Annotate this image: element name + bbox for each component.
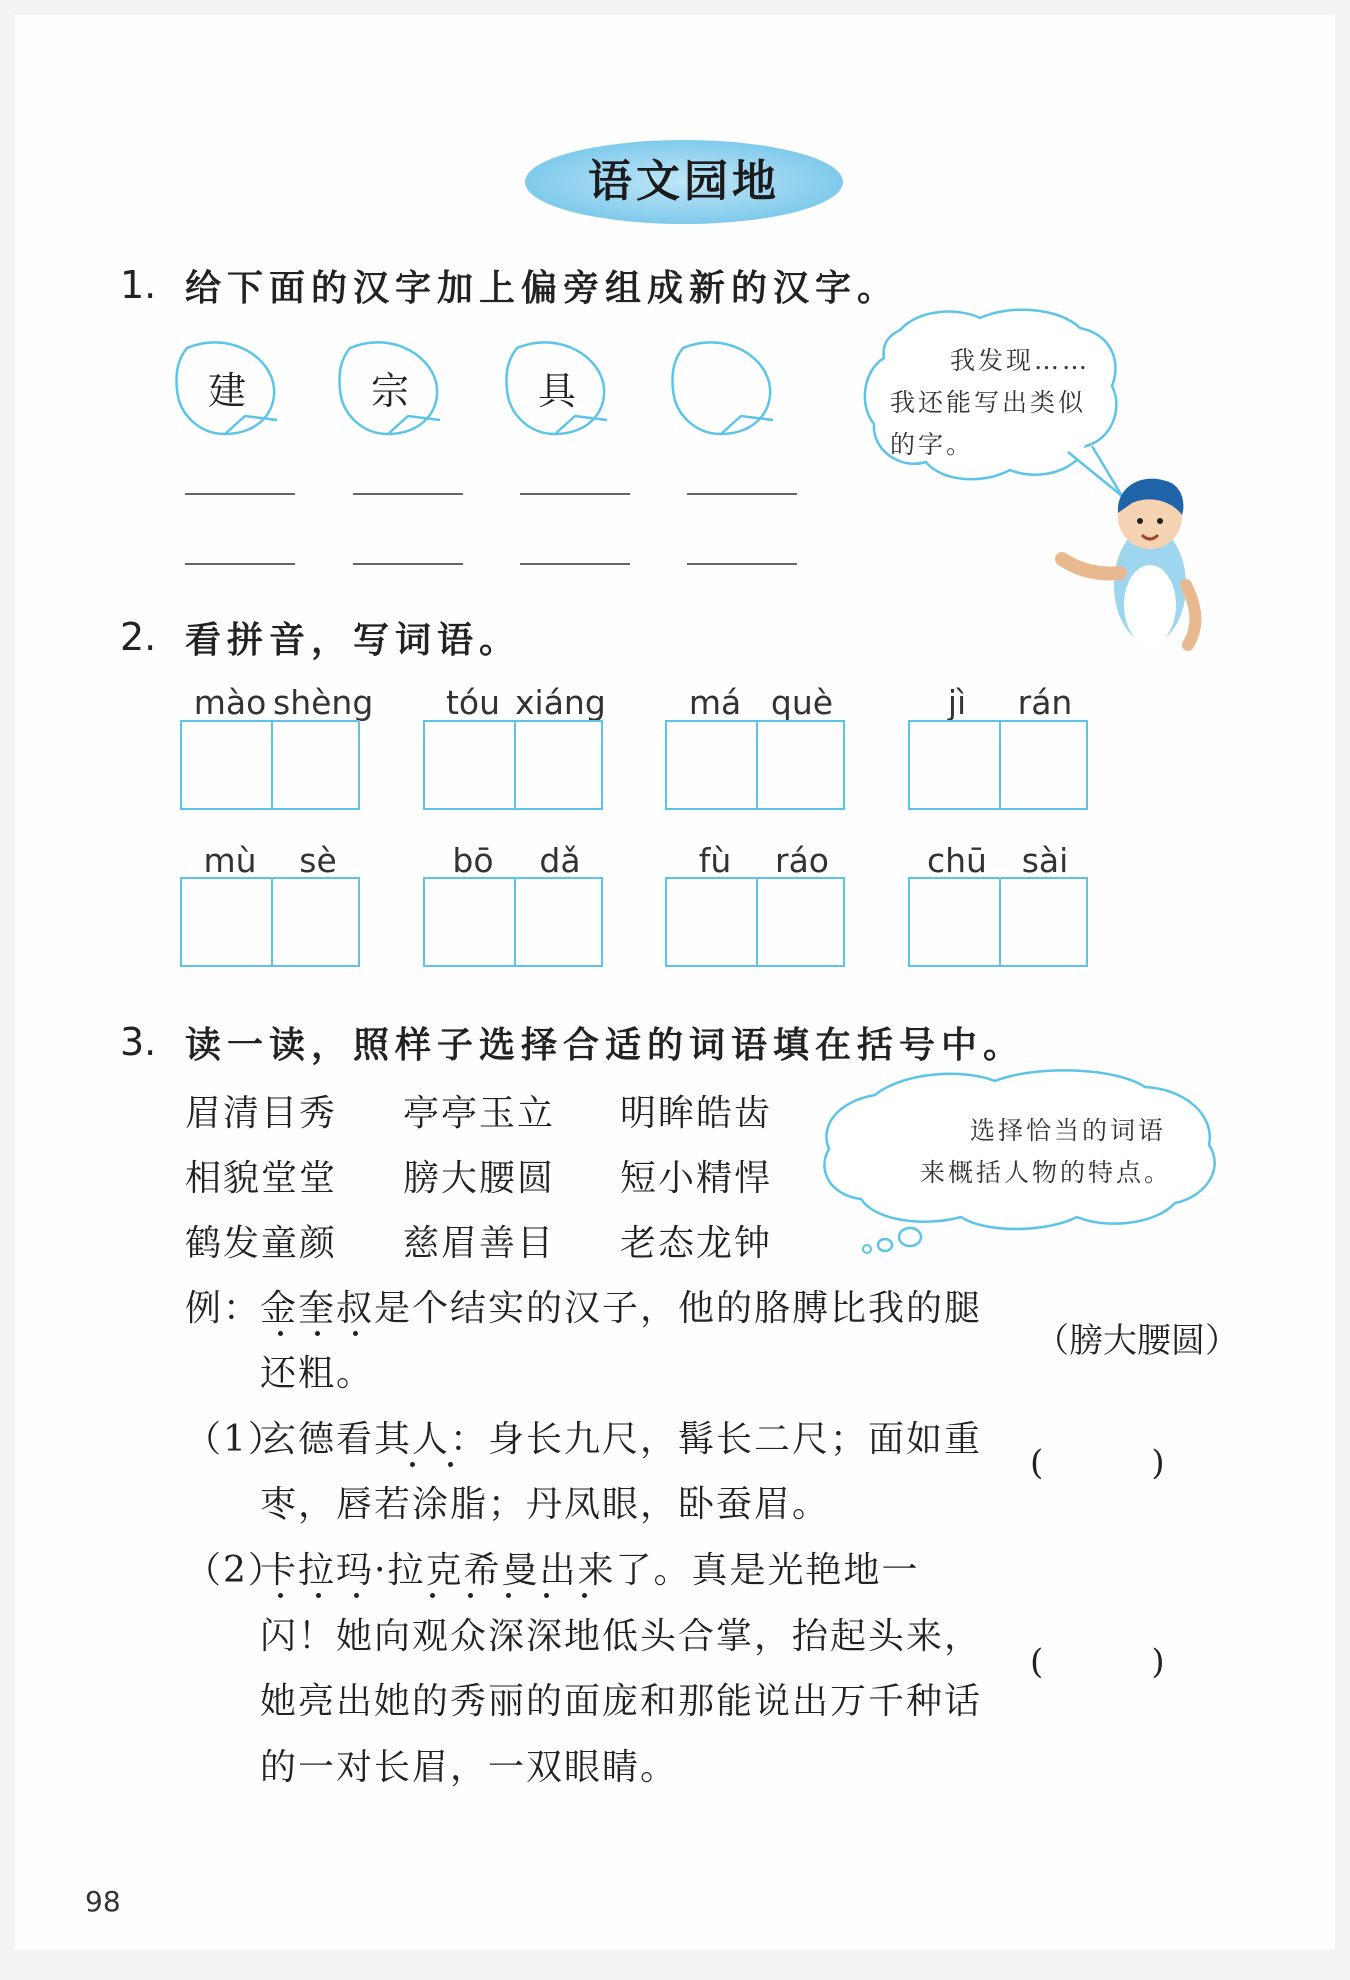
pinyin: ráo (775, 841, 829, 880)
leaf-shapes (165, 330, 815, 450)
pinyin: què (770, 683, 834, 722)
pinyin: tóu (445, 683, 501, 722)
answer-parentheses[interactable]: ( ) (1030, 1642, 1165, 1682)
emphasis-dot (430, 1593, 435, 1598)
vocab-word: 鹤发童颜 (185, 1223, 338, 1264)
pinyin: fù (698, 841, 732, 880)
leaf-character: 宗 (370, 369, 409, 413)
pinyin: chū (927, 841, 987, 880)
vocab-word: 明眸皓齿 (620, 1093, 773, 1134)
item2-line: 卡拉玛·拉克希曼出来了。真是光艳地一 (260, 1550, 920, 1591)
leaf-character: 具 (537, 369, 576, 413)
emphasis-dot (353, 1331, 358, 1336)
pinyin: má (688, 683, 742, 722)
leaf-icon (672, 342, 773, 434)
emphasis-dot (315, 1331, 320, 1336)
emphasis-dot (410, 1462, 415, 1467)
answer-blank[interactable] (687, 493, 797, 495)
pinyin: jì (947, 683, 967, 722)
bubble-line: 我还能写出类似 (890, 388, 1087, 417)
page-title: 语文园地 (588, 156, 780, 207)
item2-label: （2） (185, 1550, 286, 1591)
emphasis-dot (506, 1593, 511, 1598)
answer-parentheses[interactable]: ( ) (1030, 1443, 1165, 1483)
emphasis-dot (278, 1593, 283, 1598)
writing-grid[interactable] (665, 720, 845, 810)
emphasis-dot (354, 1593, 359, 1598)
q3-number: 3. (120, 1020, 157, 1064)
vocab-word: 慈眉善目 (403, 1223, 556, 1264)
pinyin: mù (203, 841, 257, 880)
vocab-word: 亭亭玉立 (403, 1093, 556, 1134)
q3-text: 读一读，照样子选择合适的词语填在括号中。 (185, 1024, 1026, 1066)
vocab-word: 相貌堂堂 (185, 1158, 338, 1199)
q1-text: 给下面的汉字加上偏旁组成新的汉字。 (185, 267, 900, 309)
writing-grid[interactable] (908, 877, 1088, 967)
bubble-line: 的字。 (890, 430, 975, 459)
bubble-line: 选择恰当的词语 (970, 1116, 1167, 1145)
pinyin: xiáng (515, 683, 606, 722)
answer-blank[interactable] (353, 563, 463, 565)
pinyin: mào (193, 683, 267, 722)
vocab-word: 短小精悍 (620, 1158, 773, 1199)
vocab-word: 老态龙钟 (620, 1223, 773, 1264)
boy-illustration (1040, 455, 1230, 665)
pinyin: dǎ (539, 841, 581, 880)
writing-grid[interactable] (908, 720, 1088, 810)
page-number: 98 (85, 1885, 121, 1918)
answer-blank[interactable] (185, 563, 295, 565)
answer-blank[interactable] (353, 493, 463, 495)
pinyin: sè (299, 841, 337, 880)
q1-number: 1. (120, 263, 157, 307)
item2-line: 闪！她向观众深深地低头合掌，抬起头来， (260, 1616, 983, 1657)
example-answer: （膀大腰圆） (1035, 1321, 1239, 1361)
item2-line: 的一对长眉，一双眼睛。 (260, 1747, 679, 1788)
emphasis-dot (448, 1462, 453, 1467)
vocab-word: 膀大腰圆 (403, 1158, 556, 1199)
answer-blank[interactable] (520, 563, 630, 565)
writing-grid[interactable] (423, 877, 603, 967)
item1-label: （1） (185, 1419, 286, 1460)
pinyin: rán (1017, 683, 1073, 722)
bubble-line: 来概括人物的特点。 (920, 1158, 1173, 1187)
writing-grid[interactable] (665, 877, 845, 967)
pinyin: bō (452, 841, 494, 880)
writing-grid[interactable] (180, 877, 360, 967)
emphasis-dot (468, 1593, 473, 1598)
writing-grid[interactable] (180, 720, 360, 810)
writing-grid[interactable] (423, 720, 603, 810)
q2-text: 看拼音，写词语。 (185, 619, 522, 661)
answer-blank[interactable] (520, 493, 630, 495)
textbook-page (15, 15, 1335, 1950)
example-line: 金奎叔是个结实的汉子，他的胳膊比我的腿 (260, 1288, 983, 1329)
answer-blank[interactable] (687, 563, 797, 565)
emphasis-dot (544, 1593, 549, 1598)
pinyin: sài (1021, 841, 1069, 880)
example-line: 还粗。 (260, 1353, 375, 1394)
example-label: 例： (185, 1288, 262, 1329)
item1-line: 玄德看其人：身长九尺，髯长二尺；面如重 (260, 1419, 983, 1460)
answer-blank[interactable] (185, 493, 295, 495)
emphasis-dot (278, 1331, 283, 1336)
emphasis-dot (582, 1593, 587, 1598)
leaf-character: 建 (207, 369, 246, 413)
emphasis-dot (316, 1593, 321, 1598)
vocab-word: 眉清目秀 (185, 1093, 338, 1134)
item1-line: 枣，唇若涂脂；丹凤眼，卧蚕眉。 (260, 1484, 831, 1525)
q2-number: 2. (120, 615, 157, 659)
bubble-line: 我发现…… (950, 346, 1091, 375)
pinyin: shèng (273, 683, 374, 722)
item2-line: 她亮出她的秀丽的面庞和那能说出万千种话 (260, 1681, 983, 1722)
